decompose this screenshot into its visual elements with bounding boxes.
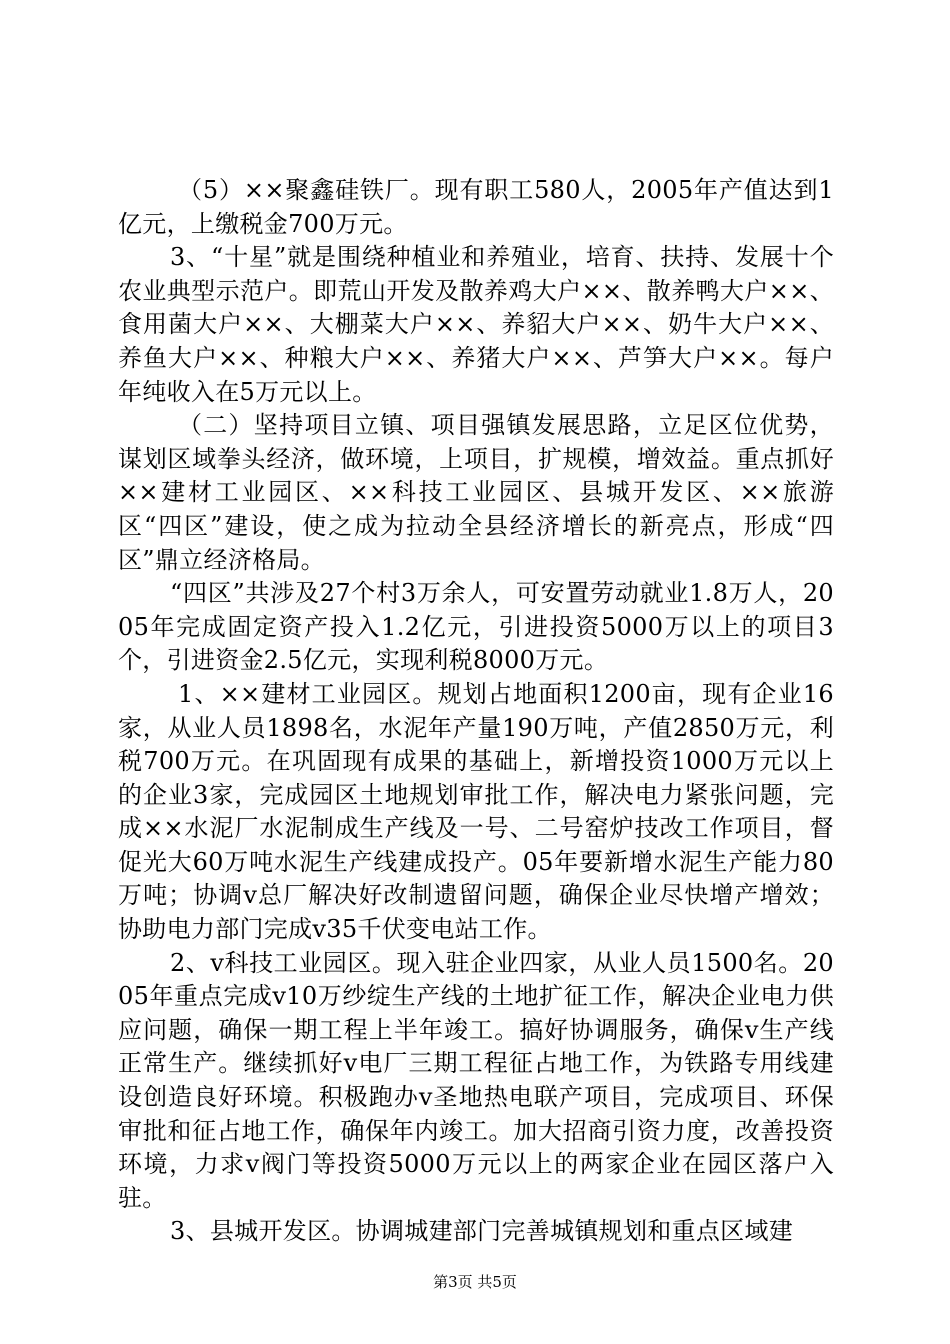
page-footer: 第3页 共5页 — [433, 1273, 517, 1291]
paragraph-technology-park: 2、v科技工业园区。现入驻企业四家，从业人员1500名。2005年重点完成v10万纱绽生产线的土地扩征工作，解决企业电力供应问题，确保一期工程上半年竣工。搞好协调服务，确保v生产线正常生产。继续抓好v电厂三期工程征占地工作，为铁路专用线建设创造良好环境。积极跑办v圣地热电联产项目，完成项目、环保审批和征占地工作，确保年内竣工。加大招商引资力度，改善投资环境，力求v阀门等投资5000万元以上的两家企业在园区落户入驻。 — [118, 948, 834, 1212]
document-body — [118, 174, 834, 1249]
paragraph-building-materials-park: 1、××建材工业园区。规划占地面积1200亩，现有企业16家，从业人员1898名，水泥年产量190万吨，产值2850万元，利税700万元。在巩固现有成果的基础上，新增投资1000万元以上的企业3家，完成园区土地规划审批工作，解决电力紧张问题，完成××水泥厂水泥制成生产线及一号、二号窑炉技改工作项目，督促光大60万吨水泥生产线建成投产。05年要新增水泥生产能力80万吨；协调v总厂解决好改制遗留问题，确保企业尽快增产增效；协助电力部门完成v35千伏变电站工作。 — [118, 679, 834, 944]
paragraph-factory: （5）××聚鑫硅铁厂。现有职工580人，2005年产值达到1亿元，上缴税金700万元。 — [118, 176, 834, 238]
paragraph-county-development-zone: 3、县城开发区。协调城建部门完善城镇规划和重点区域建 — [170, 1217, 794, 1246]
paragraph-four-districts: “四区”共涉及27个村3万余人，可安置劳动就业1.8万人，2005年完成固定资产投入1.2亿元，引进投资5000万以上的项目3个，引进资金2.5亿元，实现利税8000万元。 — [118, 579, 834, 675]
paragraph-ten-stars: 3、“十星”就是围绕种植业和养殖业，培育、扶持、发展十个农业典型示范户。即荒山开发及散养鸡大户××、散养鸭大户××、食用菌大户××、大棚菜大户××、养貂大户××、奶牛大户××、养鱼大户××、种粮大户××、养猪大户××、芦笋大户××。每户年纯收入在5万元以上。 — [118, 243, 834, 406]
paragraph-project-strategy: （二）坚持项目立镇、项目强镇发展思路，立足区位优势，谋划区域拳头经济，做环境，上项目，扩规模，增效益。重点抓好××建材工业园区、××科技工业园区、县城开发区、××旅游区“四区”建设，使之成为拉动全县经济增长的新亮点，形成“四区”鼎立经济格局。 — [118, 411, 834, 574]
